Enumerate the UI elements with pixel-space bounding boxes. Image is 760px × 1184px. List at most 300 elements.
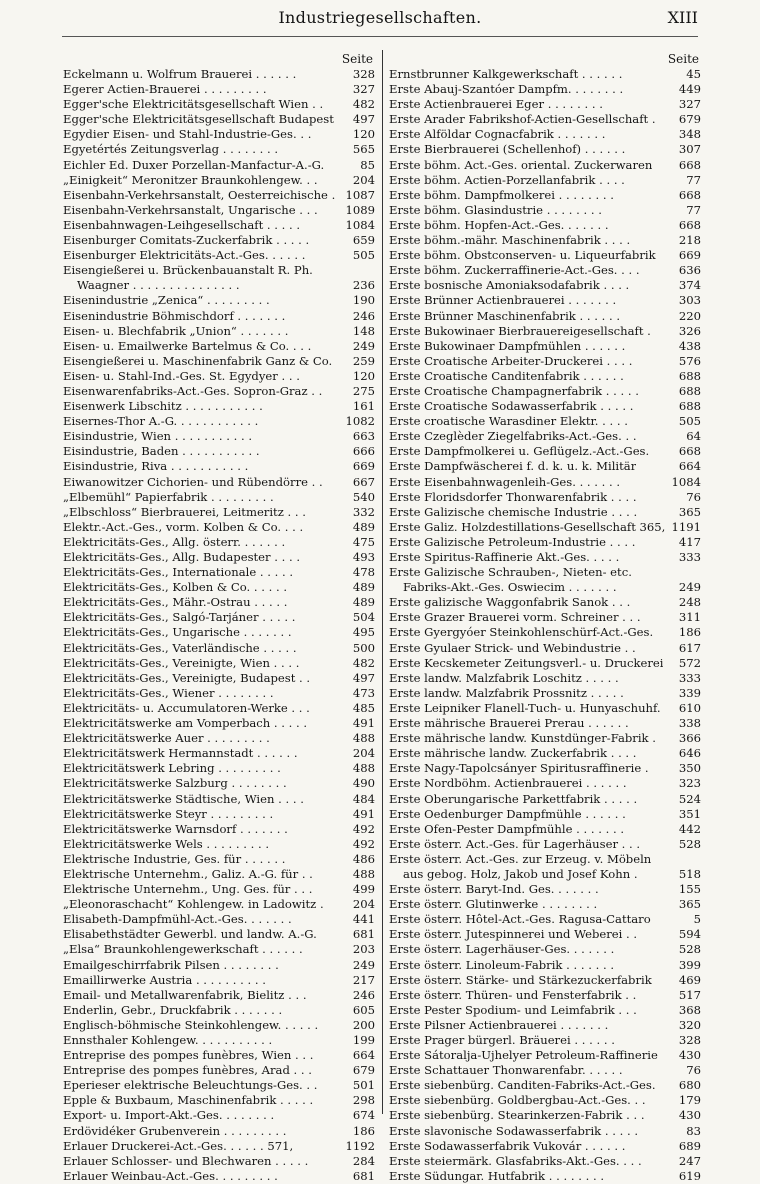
index-entry <box>389 414 701 429</box>
entry-name: Entreprise des pompes funèbres, Wien . . . <box>63 1048 314 1063</box>
entry-page: 449 <box>678 82 701 97</box>
entry-name: Erste österr. Stärke- und Stärkezuckerfabrik <box>389 972 652 987</box>
entry-page: 247 <box>678 1153 701 1168</box>
entry-page: 666 <box>352 444 375 459</box>
entry-name: Erste Croatische Canditenfabrik . . . . . . <box>389 368 624 383</box>
entry-name: Erste siebenbürg. Stearinkerzen-Fabrik . . . <box>389 1108 645 1123</box>
index-entry <box>63 399 375 414</box>
entry-page: 517 <box>678 987 701 1002</box>
entry-page: 350 <box>678 761 701 776</box>
entry-name: Eisenburger Comitats-Zuckerfabrik . . . . . <box>63 233 310 248</box>
entry-name: Erste Bierbrauerei (Schellenhof) . . . . . . <box>389 142 626 157</box>
entry-name: Erste Brünner Actienbrauerei . . . . . . . <box>389 293 617 308</box>
index-entry <box>389 822 701 837</box>
index-entry <box>63 988 375 1003</box>
entry-page: 199 <box>352 1033 375 1047</box>
entry-name: „Eleonoraschacht“ Kohlengew. in Ladowitz . <box>63 897 324 912</box>
entry-name: „Elbemühl“ Papierfabrik . . . . . . . . . <box>63 489 274 504</box>
index-entry <box>63 671 375 686</box>
entry-page: 491 <box>352 806 375 821</box>
entry-name: Eisenindustrie „Zenica“ . . . . . . . . . <box>63 293 270 308</box>
entry-page: 679 <box>352 1063 375 1078</box>
index-entry <box>389 203 701 218</box>
index-entry <box>63 233 375 248</box>
index-entry <box>63 173 375 188</box>
index-entry <box>63 731 375 746</box>
index-entry <box>63 1033 375 1048</box>
index-entry <box>389 1154 701 1169</box>
entry-page: 64 <box>686 429 701 444</box>
entry-page: 298 <box>352 1093 375 1108</box>
entry-name: Erste Südungar. Hutfabrik . . . . . . . . <box>389 1168 604 1183</box>
entry-page: 307 <box>678 142 701 157</box>
entry-page: 668 <box>678 444 701 459</box>
entry-name: Eisengießerei u. Maschinenfabrik Ganz & Co. <box>63 353 333 368</box>
entry-name: Emaillirwerke Austria . . . . . . . . . . <box>63 972 266 987</box>
entry-name: Eperieser elektrische Beleuchtungs-Ges. . . <box>63 1078 318 1093</box>
index-entry <box>389 309 701 324</box>
entry-name: Erste böhm. Actien-Porzellanfabrik . . . . <box>389 172 625 187</box>
entry-page: 236 <box>352 278 375 293</box>
entry-name: aus gebog. Holz, Jakob und Josef Kohn . <box>403 866 638 881</box>
index-entry <box>63 203 375 218</box>
entry-name: Elektricitäts-Ges., Mähr.-Ostrau . . . . . <box>63 595 288 610</box>
entry-name: Erlauer Druckerei-Act.-Ges. . . . . . 571, <box>63 1138 294 1153</box>
entry-page: 528 <box>678 942 701 957</box>
entry-name: Erste Galizische chemische Industrie . . . . <box>389 504 638 519</box>
entry-page: 200 <box>352 1017 375 1032</box>
entry-page: 484 <box>352 791 375 806</box>
index-entry <box>389 656 701 671</box>
entry-name: Eisengießerei u. Brückenbauanstalt R. Ph. <box>63 263 313 278</box>
index-list <box>63 67 375 1184</box>
entry-name: Erste Eisenbahnwagenleih-Ges. . . . . . . <box>389 474 621 489</box>
entry-name: Elektricitäts-Ges., Ungarische . . . . . . . <box>63 625 292 640</box>
entry-name: Erste Dampfwäscherei f. d. k. u. k. Militär <box>389 459 637 474</box>
index-entry <box>63 701 375 716</box>
index-entry <box>63 686 375 701</box>
index-entry <box>389 837 701 852</box>
index-entry <box>389 686 701 701</box>
entry-page: 438 <box>678 338 701 353</box>
entry-page: 351 <box>678 806 701 821</box>
index-entry <box>63 112 375 127</box>
entry-name: Egger'sche Elektricitätsgesellschaft Budapest <box>63 112 334 127</box>
index-entry <box>389 1018 701 1033</box>
entry-page: 488 <box>352 866 375 881</box>
entry-page: 246 <box>352 987 375 1002</box>
index-entry <box>63 354 375 369</box>
entry-page: 528 <box>678 836 701 851</box>
entry-name: Eisen- u. Emailwerke Bartelmus & Co. . . . <box>63 338 312 353</box>
entry-name: Erste Brünner Maschinenfabrik . . . . . . <box>389 308 621 323</box>
entry-page: 220 <box>678 308 701 323</box>
index-entry <box>389 1169 701 1184</box>
entry-page: 1084 <box>345 217 375 232</box>
index-entry <box>63 505 375 520</box>
entry-page: 489 <box>352 595 375 610</box>
index-entry <box>389 158 701 173</box>
entry-name: Erste steiermärk. Glasfabriks-Akt.-Ges. . . . <box>389 1153 642 1168</box>
index-entry <box>63 1078 375 1093</box>
index-entry <box>389 142 701 157</box>
entry-page: 441 <box>352 912 375 927</box>
index-entry <box>389 233 701 248</box>
entry-name: Eisindustrie, Baden . . . . . . . . . . . <box>63 444 260 459</box>
entry-name: Erste österr. Linoleum-Fabrik . . . . . . . <box>389 957 615 972</box>
entry-page: 217 <box>352 972 375 987</box>
entry-page: 366 <box>678 731 701 746</box>
index-entry <box>63 324 375 339</box>
entry-name: Ernstbrunner Kalkgewerkschaft . . . . . . <box>389 67 623 81</box>
index-entry <box>389 701 701 716</box>
entry-name: Erste Pilsner Actienbrauerei . . . . . . . <box>389 1017 609 1032</box>
entry-name: Erste Oberungarische Parkettfabrik . . . . . <box>389 791 638 806</box>
index-entry <box>389 641 701 656</box>
index-entry <box>389 67 701 82</box>
entry-page: 610 <box>678 700 701 715</box>
entry-name: Elisabethstädter Gewerbl. und landw. A.-G. <box>63 927 317 942</box>
entry-page: 249 <box>352 957 375 972</box>
entry-name: Erste Abauj-Szantóer Dampfm. . . . . . . . <box>389 82 624 97</box>
entry-page: 605 <box>352 1002 375 1017</box>
entry-name: Erste Dampfmolkerei u. Geflügelz.-Act.-Ges. <box>389 444 650 459</box>
entry-name: Elektricitäts- u. Accumulatoren-Werke . . . <box>63 700 310 715</box>
entry-name: Eisenindustrie Böhmischdorf . . . . . . . <box>63 308 286 323</box>
index-entry <box>63 867 375 882</box>
entry-page: 374 <box>678 278 701 293</box>
entry-page: 203 <box>352 942 375 957</box>
index-entry <box>389 278 701 293</box>
index-entry <box>63 369 375 384</box>
entry-name: Elektricitäts-Ges., Vaterländische . . . . . <box>63 640 297 655</box>
index-entry <box>63 444 375 459</box>
index-entry <box>63 490 375 505</box>
entry-name: Erste Croatische Sodawasserfabrik . . . . . <box>389 399 634 414</box>
entry-name: Erste österr. Lagerhäuser-Ges. . . . . . . <box>389 942 615 957</box>
index-entry <box>389 761 701 776</box>
entry-page: 486 <box>352 851 375 866</box>
index-entry <box>389 973 701 988</box>
entry-name: Egger'sche Elektricitätsgesellschaft Wien . . <box>63 97 324 112</box>
entry-name: Erste Leipniker Flanell-Tuch- u. Hunyaschuhf. <box>389 700 661 715</box>
entry-name: Erste Actienbrauerei Eger . . . . . . . . <box>389 97 603 112</box>
index-entry <box>389 1124 701 1139</box>
entry-page: 505 <box>678 414 701 429</box>
left-column <box>63 51 375 1184</box>
entry-name: Erste Floridsdorfer Thonwarenfabrik . . . . <box>389 489 637 504</box>
entry-page: 688 <box>678 368 701 383</box>
entry-name: Erste Bukowinaer Dampfmühlen . . . . . . <box>389 338 626 353</box>
index-entry <box>63 550 375 565</box>
index-entry <box>63 293 375 308</box>
entry-page: 492 <box>352 836 375 851</box>
index-entry <box>63 822 375 837</box>
entry-page: 495 <box>352 625 375 640</box>
index-entry <box>389 369 701 384</box>
index-list <box>389 67 701 1184</box>
index-entry <box>63 973 375 988</box>
index-entry <box>389 852 701 867</box>
entry-name: Egydier Eisen- und Stahl-Industrie-Ges. . . <box>63 127 312 142</box>
index-entry <box>389 354 701 369</box>
entry-name: Elektricitätswerke Warnsdorf . . . . . . . <box>63 821 288 836</box>
entry-name: Enderlin, Gebr., Druckfabrik . . . . . . . <box>63 1002 283 1017</box>
entry-name: Erste slavonische Sodawasserfabrik . . . . . <box>389 1123 639 1138</box>
entry-page: 190 <box>352 293 375 308</box>
entry-name: Erste Galiz. Holzdestillations-Gesellschaft 365, <box>389 519 666 534</box>
entry-page: 249 <box>352 338 375 353</box>
index-entry <box>389 399 701 414</box>
entry-page: 320 <box>678 1017 701 1032</box>
index-entry <box>63 792 375 807</box>
entry-name: Erste Gyergyóer Steinkohlenschürf-Act.-Ges. <box>389 625 654 640</box>
entry-page: 669 <box>678 248 701 263</box>
entry-page: 490 <box>352 776 375 791</box>
index-entry <box>389 263 701 278</box>
index-entry <box>389 882 701 897</box>
entry-page: 492 <box>352 821 375 836</box>
entry-page: 636 <box>678 263 701 278</box>
index-entry <box>389 1093 701 1108</box>
index-entry <box>63 535 375 550</box>
entry-page: 491 <box>352 716 375 731</box>
entry-name: Erste Croatische Champagnerfabrik . . . . . <box>389 383 639 398</box>
index-entry <box>389 610 701 625</box>
index-entry <box>63 429 375 444</box>
entry-name: Eichler Ed. Duxer Porzellan-Manfactur-A.-G. <box>63 157 325 172</box>
entry-name: Erste galizische Waggonfabrik Sanok . . . <box>389 595 631 610</box>
entry-page: 155 <box>678 882 701 897</box>
index-entry <box>63 414 375 429</box>
entry-name: Elektricitätswerke am Vomperbach . . . . . <box>63 716 308 731</box>
entry-name: Elektricitäts-Ges., Kolben & Co. . . . . . <box>63 580 288 595</box>
entry-page: 505 <box>352 248 375 263</box>
index-entry <box>63 625 375 640</box>
entry-page: 500 <box>352 640 375 655</box>
entry-page: 663 <box>352 429 375 444</box>
entry-name: Englisch-böhmische Steinkohlengew. . . . . . <box>63 1017 319 1032</box>
entry-page: 681 <box>352 927 375 942</box>
entry-name: Eisenburger Elektricitäts-Act.-Ges. . . . . . <box>63 248 306 263</box>
index-entry <box>389 776 701 791</box>
entry-name: Erste Czeglèder Ziegelfabriks-Act.-Ges. . . <box>389 429 637 444</box>
entry-name: Waagner . . . . . . . . . . . . . . . <box>77 278 240 293</box>
index-entry <box>389 112 701 127</box>
index-entry <box>389 897 701 912</box>
entry-page: 473 <box>352 685 375 700</box>
entry-page: 576 <box>678 353 701 368</box>
index-entry <box>389 1003 701 1018</box>
index-entry <box>389 671 701 686</box>
index-entry <box>389 580 701 595</box>
index-entry <box>63 1093 375 1108</box>
entry-page: 680 <box>678 1078 701 1093</box>
index-entry <box>63 897 375 912</box>
entry-page: 489 <box>352 519 375 534</box>
entry-page: 332 <box>352 504 375 519</box>
entry-name: Erste österr. Jutespinnerei und Weberei . . <box>389 927 638 942</box>
entry-name: Elektricitäts-Ges., Wiener . . . . . . . . <box>63 685 274 700</box>
entry-page: 504 <box>352 610 375 625</box>
entry-page: 399 <box>678 957 701 972</box>
entry-name: Erste Kecskemeter Zeitungsverl.- u. Druckerei <box>389 655 664 670</box>
entry-page: 617 <box>678 640 701 655</box>
entry-name: Erste Sodawasserfabrik Vukovár . . . . . . <box>389 1138 626 1153</box>
index-entry <box>389 520 701 535</box>
right-column <box>389 51 701 1184</box>
index-entry <box>63 1169 375 1184</box>
entry-page: 524 <box>678 791 701 806</box>
index-entry <box>389 1078 701 1093</box>
entry-page: 339 <box>678 685 701 700</box>
entry-page: 148 <box>352 323 375 338</box>
index-entry <box>63 942 375 957</box>
entry-name: Erste mährische landw. Zuckerfabrik . . . . <box>389 746 637 761</box>
entry-name: Erste Grazer Brauerei vorm. Schreiner . . . <box>389 610 641 625</box>
entry-name: Eisenbahnwagen-Leihgesellschaft . . . . . <box>63 217 301 232</box>
index-entry <box>63 1139 375 1154</box>
entry-name: Emailgeschirrfabrik Pilsen . . . . . . . . <box>63 957 279 972</box>
entry-name: Erste böhm. Glasindustrie . . . . . . . . <box>389 202 602 217</box>
seite-label: Seite <box>667 52 699 66</box>
entry-name: Erste österr. Act.-Ges. für Lagerhäuser . . . <box>389 836 641 851</box>
entry-page: 488 <box>352 761 375 776</box>
entry-name: Erste böhm. Dampfmolkerei . . . . . . . . <box>389 187 614 202</box>
entry-page: 248 <box>678 595 701 610</box>
entry-page: 518 <box>678 866 701 881</box>
entry-name: Erste böhm. Hopfen-Act.-Ges. . . . . . . <box>389 217 609 232</box>
index-entry <box>63 595 375 610</box>
entry-page: 249 <box>678 580 701 595</box>
entry-page: 328 <box>352 67 375 81</box>
index-entry <box>389 429 701 444</box>
entry-name: Erste österr. Thüren- und Fensterfabrik . . <box>389 987 637 1002</box>
index-entry <box>63 656 375 671</box>
entry-name: Eisindustrie, Riva . . . . . . . . . . . <box>63 459 249 474</box>
entry-page: 323 <box>678 776 701 791</box>
entry-page: 1191 <box>671 519 701 534</box>
entry-page: 1089 <box>345 202 375 217</box>
entry-page: 85 <box>360 157 375 172</box>
entry-page: 667 <box>352 474 375 489</box>
entry-name: Eisen- u. Stahl-Ind.-Ges. St. Egydyer . . . <box>63 368 300 383</box>
entry-page: 368 <box>678 1002 701 1017</box>
entry-page: 204 <box>352 172 375 187</box>
index-entry <box>63 82 375 97</box>
entry-name: Eisindustrie, Wien . . . . . . . . . . . <box>63 429 253 444</box>
entry-page: 442 <box>678 821 701 836</box>
index-entry <box>389 1139 701 1154</box>
index-entry <box>63 248 375 263</box>
index-entry <box>389 188 701 203</box>
entry-name: „Einigkeit“ Meronitzer Braunkohlengew. . . <box>63 172 318 187</box>
index-entry <box>63 127 375 142</box>
entry-name: Erste Croatische Arbeiter-Druckerei . . . . <box>389 353 633 368</box>
index-entry <box>389 550 701 565</box>
index-entry <box>63 761 375 776</box>
entry-name: Erste Nordböhm. Actienbrauerei . . . . . . <box>389 776 627 791</box>
entry-page: 430 <box>678 1048 701 1063</box>
index-entry <box>389 942 701 957</box>
entry-name: Erste österr. Act.-Ges. zur Erzeug. v. Möbeln <box>389 851 652 866</box>
index-entry <box>389 339 701 354</box>
entry-name: „Elsa“ Braunkohlengewerkschaft . . . . . . <box>63 942 303 957</box>
index-entry <box>389 807 701 822</box>
entry-name: Elektricitäts-Ges., Vereinigte, Budapest . . <box>63 670 311 685</box>
entry-page: 565 <box>352 142 375 157</box>
column-divider <box>382 50 383 1114</box>
entry-page: 1082 <box>345 414 375 429</box>
entry-page: 204 <box>352 746 375 761</box>
entry-name: Erste Galizische Schrauben-, Nieten- etc. <box>389 565 632 580</box>
entry-page: 83 <box>686 1123 701 1138</box>
index-entry <box>63 958 375 973</box>
entry-name: Elektricitätswerke Auer . . . . . . . . . <box>63 731 270 746</box>
entry-page: 5 <box>693 912 701 927</box>
index-entry <box>389 716 701 731</box>
index-entry <box>389 625 701 640</box>
entry-page: 275 <box>352 383 375 398</box>
entry-name: Erste österr. Hôtel-Act.-Ges. Ragusa-Cattaro <box>389 912 651 927</box>
index-entry <box>389 792 701 807</box>
entry-page: 493 <box>352 550 375 564</box>
entry-name: Elektrische Industrie, Ges. für . . . . . . <box>63 851 286 866</box>
entry-page: 333 <box>678 670 701 685</box>
entry-page: 668 <box>678 187 701 202</box>
entry-name: Elektrische Unternehm., Galiz. A.-G. für . . <box>63 866 313 881</box>
entry-name: Elektricitäts-Ges., Allg. österr. . . . . . . <box>63 534 286 549</box>
index-entry <box>63 278 375 293</box>
index-entry <box>389 248 701 263</box>
entry-page: 688 <box>678 383 701 398</box>
index-entry <box>63 67 375 82</box>
entry-name: Erste Oedenburger Dampfmühle . . . . . . <box>389 806 626 821</box>
index-entry <box>63 716 375 731</box>
entry-page: 646 <box>678 746 701 761</box>
entry-name: Erlauer Weinbau-Act.-Ges. . . . . . . . . <box>63 1168 278 1183</box>
index-entry <box>63 339 375 354</box>
entry-name: Elektricitäts-Ges., Internationale . . . . . <box>63 565 294 580</box>
index-entry <box>63 1124 375 1139</box>
index-entry <box>389 731 701 746</box>
entry-name: Eisenwarenfabriks-Act.-Ges. Sopron-Graz . . <box>63 383 323 398</box>
entry-name: Erste böhm. Obstconserven- u. Liqueurfabrik <box>389 248 656 263</box>
entry-page: 499 <box>352 882 375 897</box>
entry-page: 186 <box>678 625 701 640</box>
index-entry <box>389 218 701 233</box>
entry-name: Elektricitätswerke Steyr . . . . . . . . . <box>63 806 274 821</box>
entry-page: 333 <box>678 550 701 564</box>
entry-page: 659 <box>352 233 375 248</box>
entry-page: 218 <box>678 233 701 248</box>
index-entry <box>63 520 375 535</box>
index-entry <box>389 97 701 112</box>
entry-page: 186 <box>352 1123 375 1138</box>
index-entry <box>63 1154 375 1169</box>
index-entry <box>63 882 375 897</box>
entry-name: Eisen- u. Blechfabrik „Union“ . . . . . . . <box>63 323 289 338</box>
entry-name: Elisabeth-Dampfmühl-Act.-Ges. . . . . . . <box>63 912 292 927</box>
entry-name: Elektrische Unternehm., Ung. Ges. für . . . <box>63 882 313 897</box>
entry-name: Eisernes-Thor A.-G. . . . . . . . . . . . <box>63 414 259 429</box>
entry-page: 45 <box>686 67 701 81</box>
entry-name: Erste landw. Malzfabrik Loschitz . . . . . <box>389 670 619 685</box>
entry-name: Eisenbahn-Verkehrsanstalt, Oesterreichische . <box>63 187 336 202</box>
entry-name: Erste croatische Warasdiner Elektr. . . . . <box>389 414 628 429</box>
entry-page: 179 <box>678 1093 701 1108</box>
index-entry <box>389 927 701 942</box>
